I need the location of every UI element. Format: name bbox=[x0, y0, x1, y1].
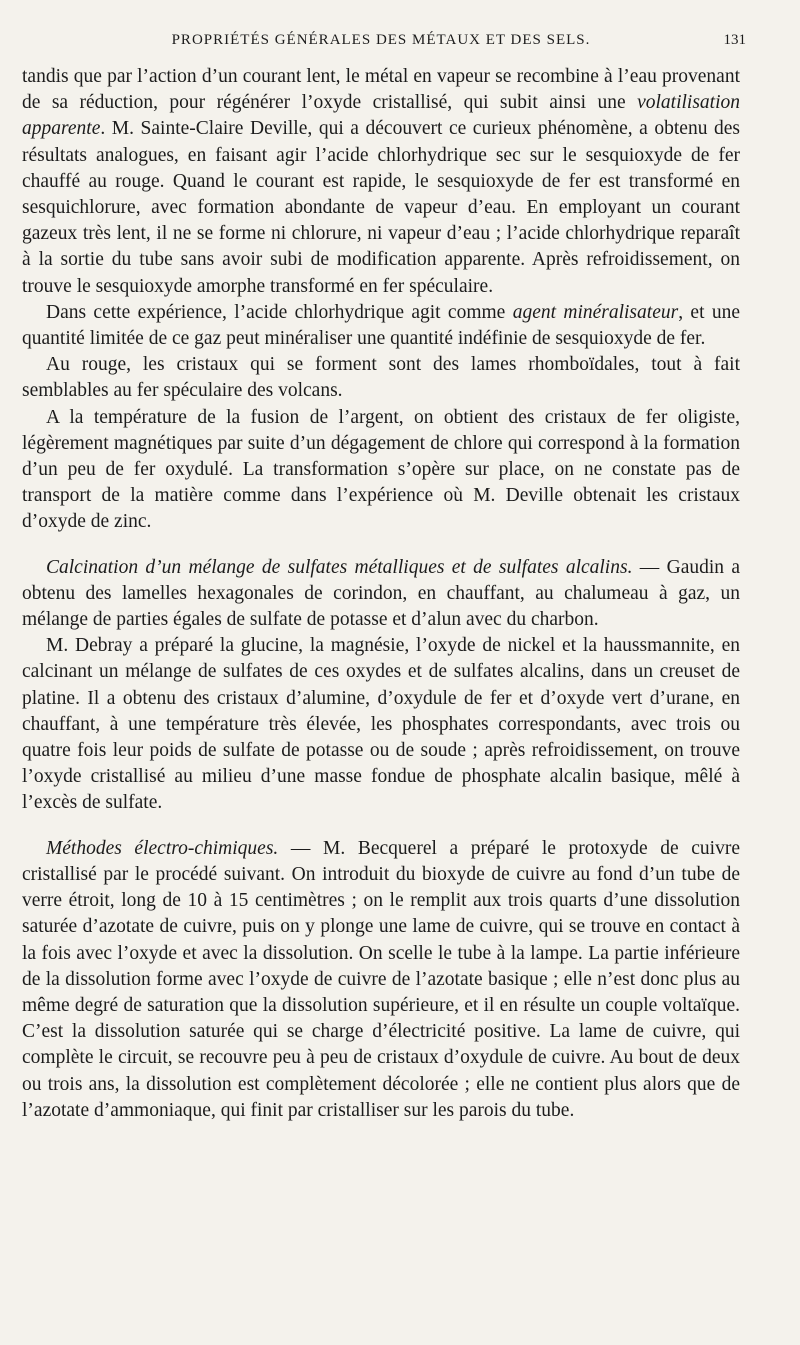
running-header bbox=[22, 32, 746, 68]
section-heading-electrochimiques: Méthodes électro-chimiques. bbox=[46, 837, 279, 859]
paragraph-1-italic: volatilisation apparente bbox=[22, 92, 740, 140]
paragraph-4 bbox=[22, 405, 740, 536]
book-page bbox=[22, 0, 746, 1345]
paragraph-1 bbox=[22, 64, 740, 300]
paragraph-2-rest: , et une quantité limitée de ce gaz peut minéraliser une quantité indéfinie de sesquioxyde de fer. bbox=[22, 301, 740, 350]
paragraph-2-lead: Dans cette expérience, l’acide chlorhydrique agit comme bbox=[46, 301, 513, 323]
paragraph-7-rest: — M. Becquerel a préparé le protoxyde de cuivre cristallisé par le procédé suivant. On introduit du bioxyde de cuivre au fond d’un tube de verre étroit, long de 10 à 15 centimètres ; on le remplit aux trois quarts d’une dissolution saturée d’azotate de cuivre, puis on y plonge une lame de cuivre, qui se trouve en contact à la fois avec l’oxyde et avec la dissolution. On scelle le tube à la lampe. La partie inférieure de la dissolution forme avec l’oxyde de cuivre de l’azotate basique ; elle n’est donc plus au même degré de saturation que la dissolution supérieure, et il en résulte un couple voltaïque. C’est la dissolution saturée qui se charge d’électricité positive. La lame de cuivre, qui complète le circuit, se recouvre peu à peu de cristaux d’oxydule de cuivre. Au bout de deux ou trois ans, la dissolution est complètement décolorée ; elle ne contient plus alors que de l’azotate d’ammoniaque, qui finit par cristalliser sur les parois du tube. bbox=[22, 837, 740, 1121]
paragraph-6 bbox=[22, 633, 740, 816]
paragraph-6-lead: M. Debray a préparé la glucine, la magnésie, l’oxyde de nickel et la haussmannite, en calcinant un mélange de sulfates de ces oxydes et de sulfates alcalins, dans un creuset de platine. Il a obtenu des cristaux d’alumine, d’oxydule de fer et d’oxyde vert d’urane, en chauffant, à une température très élevée, les phosphates correspondants, avec trois ou quatre fois leur poids de sulfate de potasse ou de soude ; après refroidissement, on trouve l’oxyde cristallisé au milieu d’une masse fondue de phosphate alcalin basique, mêlé à l’excès de sulfate. bbox=[22, 635, 740, 814]
paragraph-1-lead: tandis que par l’action d’un courant lent, le métal en vapeur se recombine à l’eau provenant de sa réduction, pour régénérer l’oxyde cristallisé, qui subit ainsi une bbox=[22, 66, 740, 114]
paragraph-7-section-electrochimiques bbox=[22, 836, 740, 1124]
paragraph-4-lead: A la température de la fusion de l’argent, on obtient des cristaux de fer oligiste, légèrement magnétiques par suite d’un dégagement de chlore qui correspond à la formation d’un peu de fer oxydulé. La transformation s’opère sur place, on ne constate pas de transport de la matière comme dans l’expérience où M. Deville obtenait les cristaux d’oxyde de zinc. bbox=[22, 406, 740, 533]
paragraph-2 bbox=[22, 300, 740, 352]
paragraph-5-rest: — Gaudin a obtenu des lamelles hexagonales de corindon, en chauffant, au chalumeau à gaz, un mélange de parties égales de sulfate de potasse et d’alun avec du charbon. bbox=[22, 556, 741, 631]
paragraph-1-rest: . M. Sainte-Claire Deville, qui a découvert ce curieux phénomène, a obtenu des résultats analogues, en faisant agir l’acide chlorhydrique sec sur le sesquioxyde de fer chauffé au rouge. Quand le courant est rapide, le sesquioxyde de fer est transformé en sesquichlorure, avec formation abondante de vapeur d’eau. En employant un courant gazeux très lent, il ne se forme ni chlorure, ni vapeur d’eau ; l’acide chlorhydrique reparaît à la sortie du tube sans avoir subi de modification apparente. Après refroidissement, on trouve le sesquioxyde amorphe transformé en fer spéculaire. bbox=[22, 118, 740, 297]
paragraph-5-section-calcination bbox=[22, 555, 740, 634]
body-text bbox=[22, 64, 740, 1124]
section-heading-calcination: Calcination d’un mélange de sulfates métalliques et de sulfates alcalins. bbox=[46, 556, 633, 578]
running-title: PROPRIÉTÉS GÉNÉRALES DES MÉTAUX ET DES SELS. bbox=[171, 32, 591, 48]
page-number: 131 bbox=[723, 32, 746, 48]
paragraph-2-italic: agent minéralisateur bbox=[512, 301, 679, 323]
paragraph-3-lead: Au rouge, les cristaux qui se forment sont des lames rhomboïdales, tout à fait semblables au fer spéculaire des volcans. bbox=[22, 354, 740, 402]
paragraph-3 bbox=[22, 352, 740, 404]
